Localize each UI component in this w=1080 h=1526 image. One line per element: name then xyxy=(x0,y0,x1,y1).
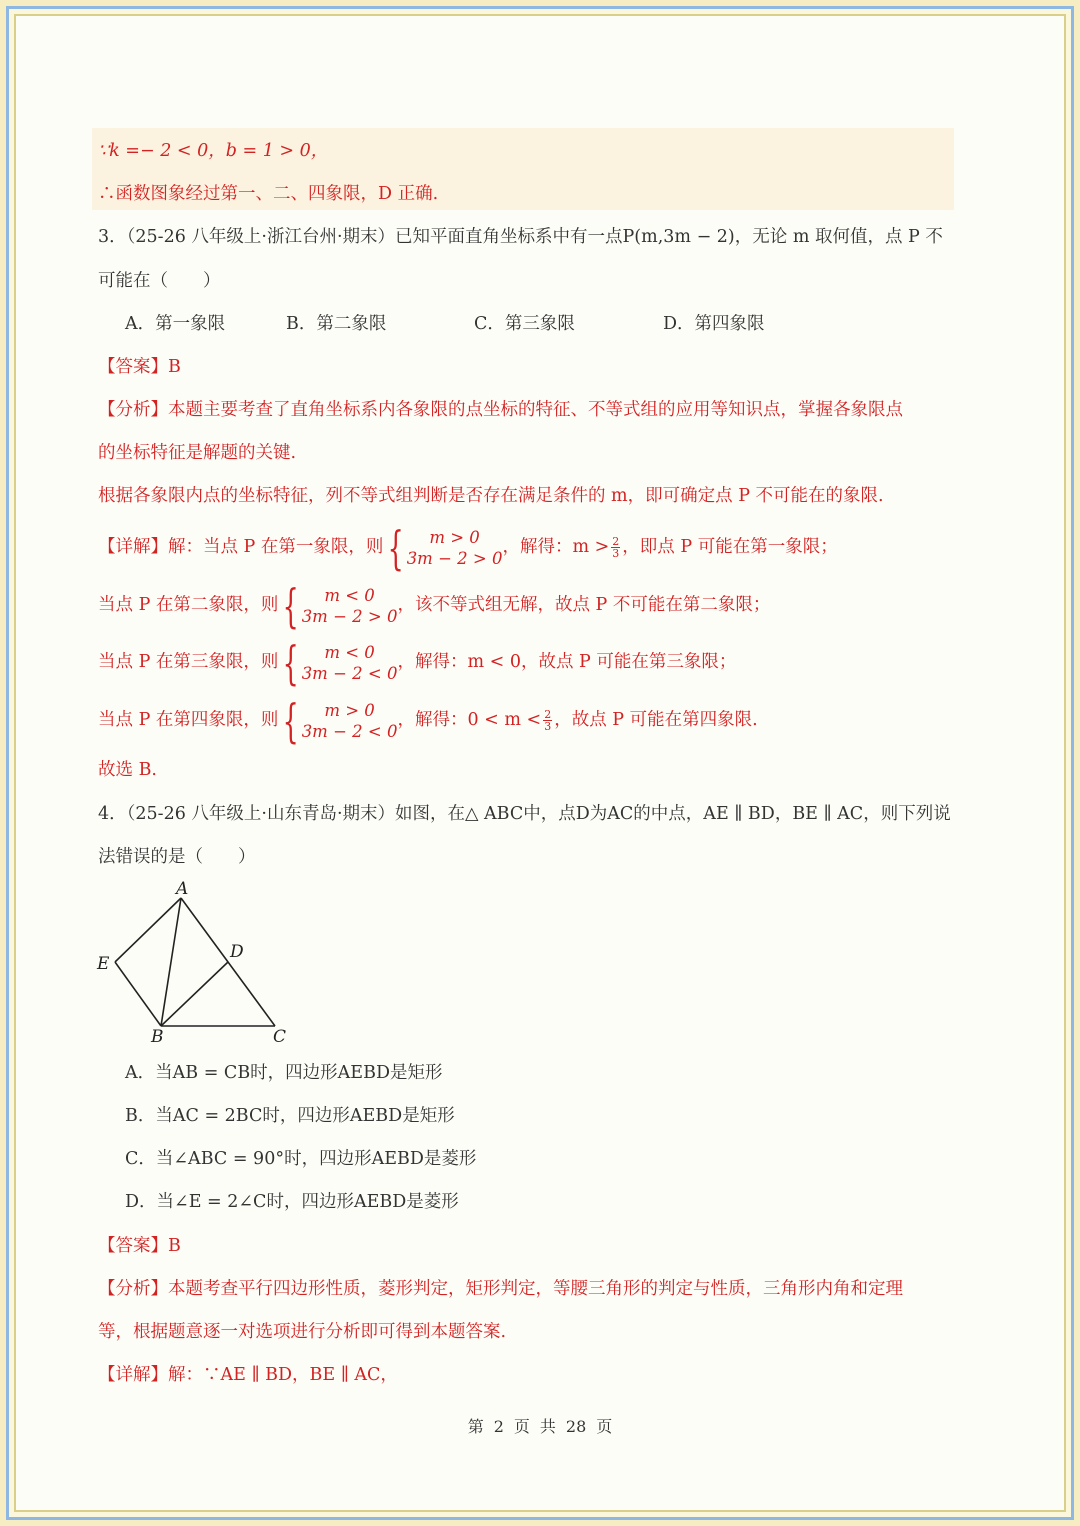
detail-prefix: 当点 P 在第三象限，则 xyxy=(98,652,279,672)
segment-eb xyxy=(115,962,161,1026)
q3-option-b: B．第二象限 xyxy=(286,314,387,334)
q3-conclusion: 故选 B. xyxy=(98,760,157,780)
q4-option-a: A．当AB = CB时，四边形AEBD是矩形 xyxy=(125,1063,443,1083)
q4-stem-line-2: 法错误的是（ ） xyxy=(98,847,256,867)
q3-detail-row-4 xyxy=(98,693,758,748)
q3-stem-line-1: 3．（25-26 八年级上·浙江台州·期末）已知平面直角坐标系中有一点P(m,3m − 2)，无论 m 取何值，点 P 不 xyxy=(98,227,943,247)
left-brace-icon: { xyxy=(282,578,300,633)
fraction-numerator: 2 xyxy=(544,708,552,721)
q4-stem-line-1: 4．（25-26 八年级上·山东青岛·期末）如图，在△ ABC中，点D为AC的中点，AE ∥ BD，BE ∥ AC，则下列说 xyxy=(98,804,951,824)
q3-analysis-line-2: 的坐标特征是解题的关键. xyxy=(98,443,297,463)
segment-bd xyxy=(161,962,228,1026)
detail-mid: ，解得：m > xyxy=(502,537,610,557)
q3-detail-row-1 xyxy=(98,520,838,575)
detail-mid: ，解得：m < 0，故点 P 可能在第三象限； xyxy=(397,652,737,672)
vertex-label-c: C xyxy=(273,1027,287,1047)
q3-analysis-line-3: 根据各象限内点的坐标特征，列不等式组判断是否存在满足条件的 m，即可确定点 P 不可能在的象限. xyxy=(98,486,884,506)
detail-mid: ，解得：0 < m < xyxy=(397,710,542,730)
fraction xyxy=(611,536,620,559)
segment-ab xyxy=(161,898,181,1026)
left-brace-icon: { xyxy=(282,693,300,748)
q4-option-c: C．当∠ABC = 90°时，四边形AEBD是菱形 xyxy=(125,1149,477,1169)
geometry-figure xyxy=(90,878,300,1050)
inequality-1: m > 0 xyxy=(324,700,375,720)
detail-mid: ，该不等式组无解，故点 P 不可能在第二象限； xyxy=(397,595,771,615)
vertex-label-e: E xyxy=(97,954,110,974)
q4-option-b: B．当AC = 2BC时，四边形AEBD是矩形 xyxy=(125,1106,455,1126)
inequality-1: m > 0 xyxy=(429,527,480,547)
q3-option-d: D．第四象限 xyxy=(663,314,765,334)
detail-prefix: 【详解】解：当点 P 在第一象限，则 xyxy=(98,537,384,557)
q4-analysis-line-1: 【分析】本题考查平行四边形性质，菱形判定，矩形判定，等腰三角形的判定与性质，三角形内角和定理 xyxy=(98,1279,903,1299)
q4-answer: 【答案】B xyxy=(98,1236,181,1256)
footer-text: 页 xyxy=(596,1417,613,1436)
vertex-label-d: D xyxy=(230,942,244,962)
inequality-1: m < 0 xyxy=(324,585,375,605)
q4-analysis-line-2: 等，根据题意逐一对选项进行分析即可得到本题答案. xyxy=(98,1322,507,1342)
fraction-denominator: 3 xyxy=(544,720,552,733)
total-pages: 28 xyxy=(565,1417,587,1436)
q3-detail-row-3 xyxy=(98,635,737,690)
inequality-2: 3m − 2 > 0 xyxy=(301,606,398,626)
q3-detail-row-2 xyxy=(98,578,771,633)
detail-suffix: ，故点 P 可能在第四象限. xyxy=(554,710,758,730)
q4-option-d: D．当∠E = 2∠C时，四边形AEBD是菱形 xyxy=(125,1192,459,1212)
inequality-system xyxy=(302,585,398,627)
fraction xyxy=(543,709,552,732)
q4-detail-line-1: 【详解】解：∵AE ∥ BD，BE ∥ AC， xyxy=(98,1365,398,1385)
footer-text: 页 xyxy=(513,1417,530,1436)
q3-stem-line-2: 可能在（ ） xyxy=(98,271,221,291)
inequality-2: 3m − 2 < 0 xyxy=(301,721,398,741)
inequality-1: m < 0 xyxy=(324,642,375,662)
continuation-line-1: ∵k =− 2 < 0，b = 1 > 0， xyxy=(98,141,329,161)
footer-text: 第 xyxy=(467,1417,484,1436)
inequality-system xyxy=(302,700,398,742)
q3-answer: 【答案】B xyxy=(98,357,181,377)
inequality-2: 3m − 2 > 0 xyxy=(406,548,503,568)
detail-prefix: 当点 P 在第四象限，则 xyxy=(98,710,279,730)
segment-ae xyxy=(115,898,181,962)
left-brace-icon: { xyxy=(282,635,300,690)
left-brace-icon: { xyxy=(387,520,405,575)
continuation-line-2: ∴函数图象经过第一、二、四象限，D 正确. xyxy=(98,184,439,204)
q3-analysis-line-1: 【分析】本题主要考查了直角坐标系内各象限的点坐标的特征、不等式组的应用等知识点，掌握各象限点 xyxy=(98,400,903,420)
fraction-denominator: 3 xyxy=(612,547,620,560)
footer-text: 共 xyxy=(539,1417,556,1436)
vertex-label-a: A xyxy=(176,879,189,899)
vertex-label-b: B xyxy=(151,1027,164,1047)
inequality-system xyxy=(407,527,503,569)
fraction-numerator: 2 xyxy=(612,535,620,548)
inequality-2: 3m − 2 < 0 xyxy=(301,663,398,683)
detail-prefix: 当点 P 在第二象限，则 xyxy=(98,595,279,615)
q3-option-a: A．第一象限 xyxy=(125,314,226,334)
page-footer xyxy=(0,1414,1080,1437)
q3-option-c: C．第三象限 xyxy=(474,314,575,334)
inequality-system xyxy=(302,642,398,684)
detail-suffix: ，即点 P 可能在第一象限； xyxy=(622,537,838,557)
page-number: 2 xyxy=(493,1417,504,1436)
